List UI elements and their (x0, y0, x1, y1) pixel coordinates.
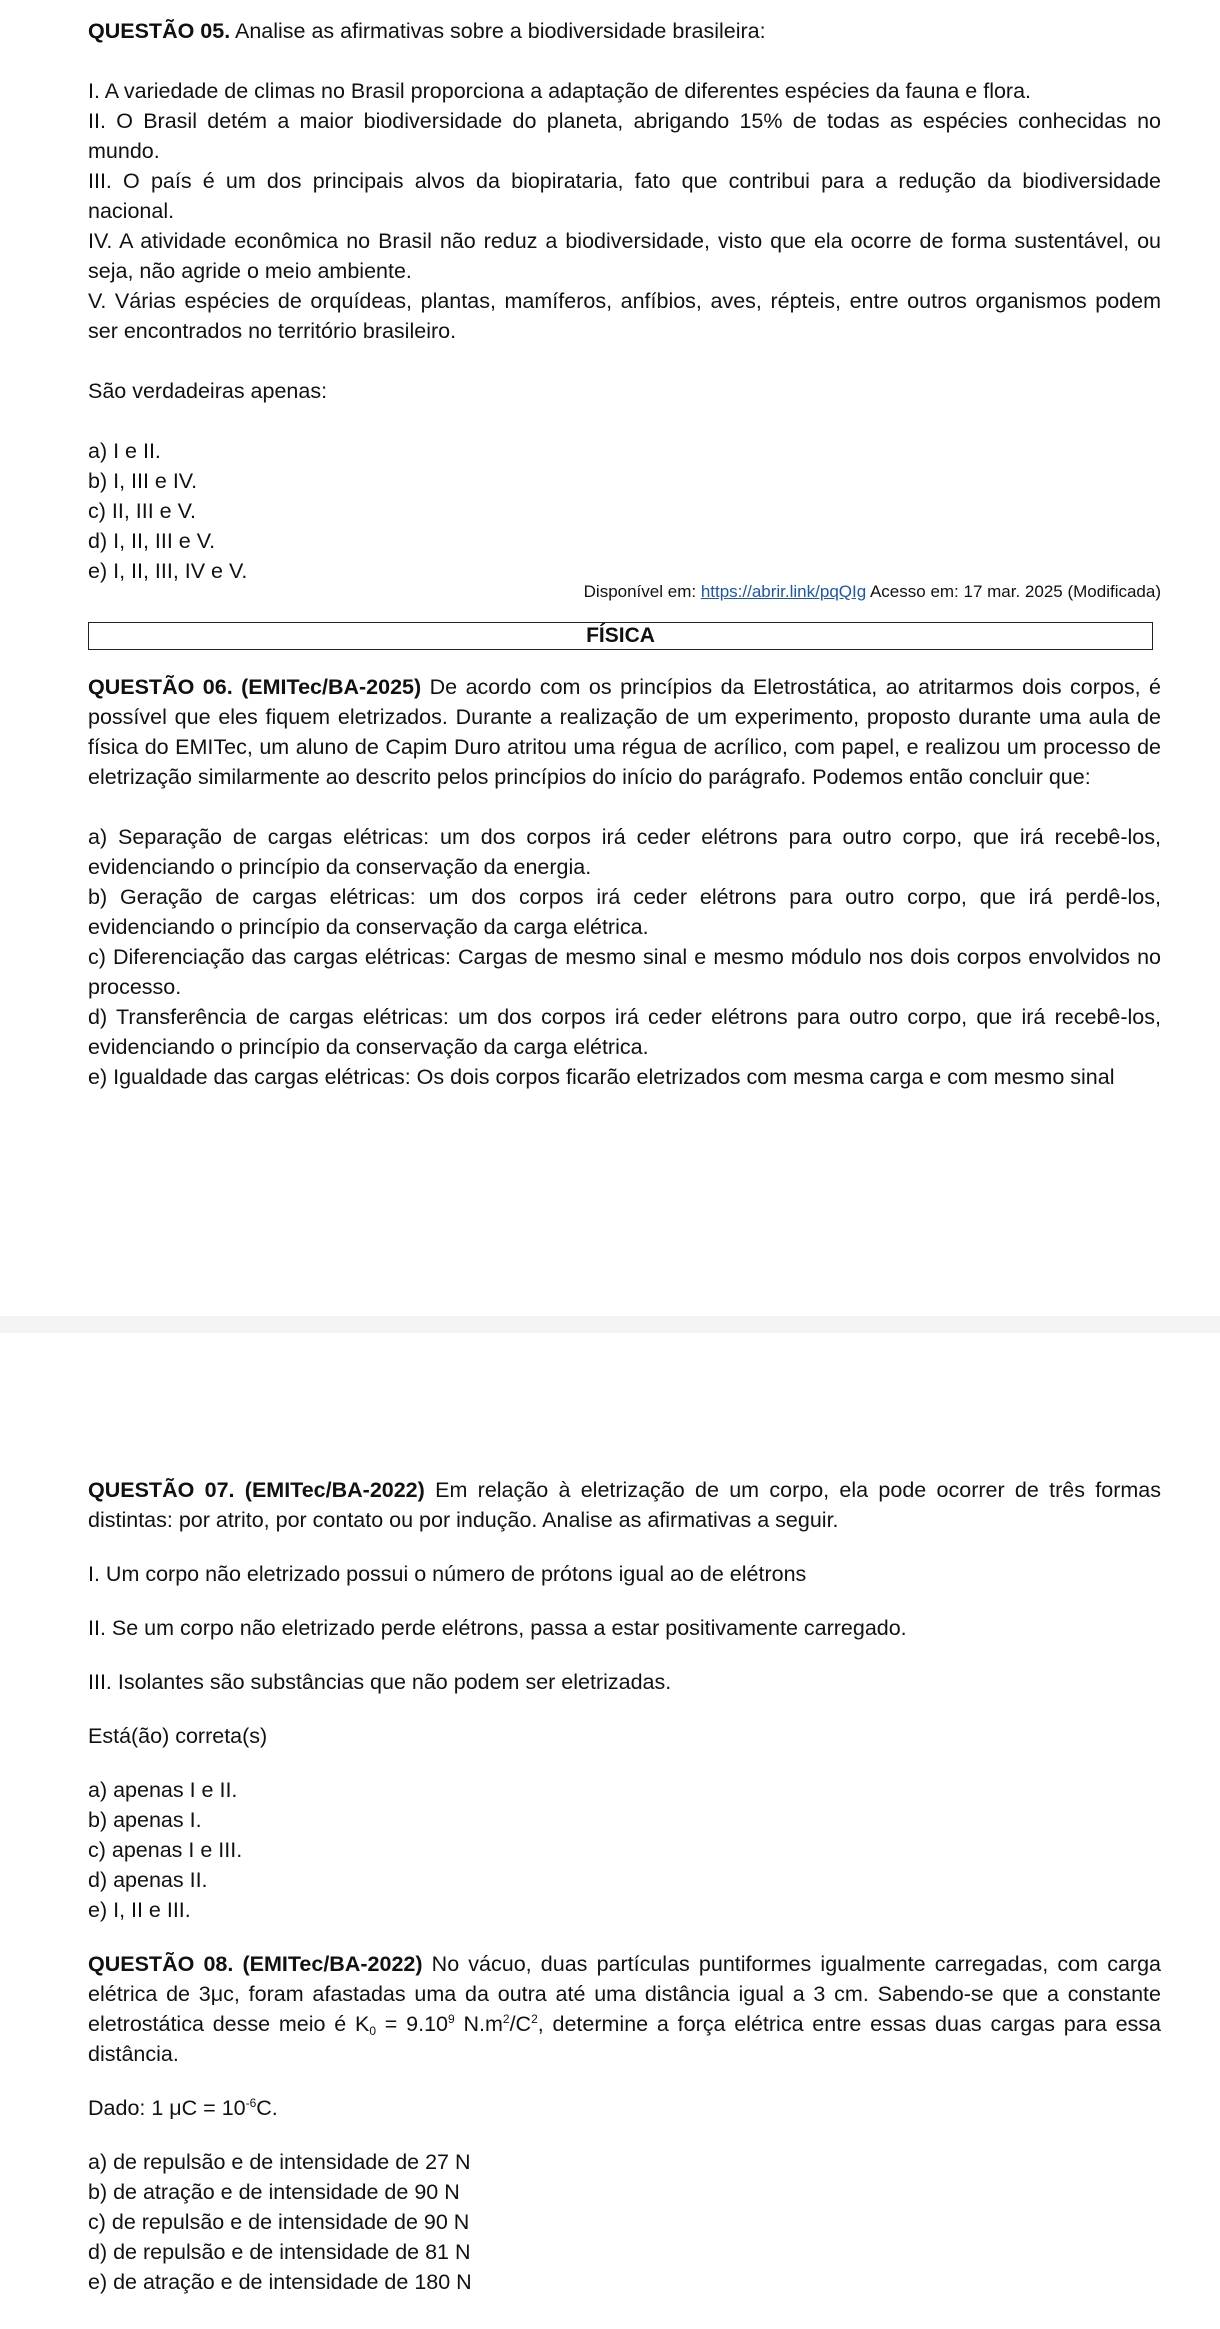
q06-options (88, 822, 1161, 1092)
q08-heading: QUESTÃO 08. (EMITec/BA-2022) (88, 1952, 423, 1976)
q08-exp-2a: 2 (502, 2012, 510, 2026)
q06-option-b[interactable]: b) Geração de cargas elétricas: um dos corpos irá ceder elétrons para outro corpo, que irá perdê-los, evidenciando o princípio da conservação da carga elétrica. (88, 885, 1161, 939)
q08-k-subscript: 0 (369, 2024, 377, 2038)
q05-intro: Analise as afirmativas sobre a biodiversidade brasileira: (230, 19, 766, 43)
q07-body: Em relação à eletrização de um corpo, ela pode ocorrer de três formas distintas: por atrito, por contato ou por indução. Analise as afirmativas a seguir. (88, 1478, 1161, 1532)
source-prefix: Disponível em: (583, 582, 701, 601)
q08-option-c[interactable]: c) de repulsão e de intensidade de 90 N (88, 2210, 470, 2234)
q06-option-e[interactable]: e) Igualdade das cargas elétricas: Os dois corpos ficarão eletrizados com mesma carga e com mesmo sinal (88, 1065, 1115, 1089)
q05-statement-4: IV. A atividade econômica no Brasil não reduz a biodiversidade, visto que ela ocorre de forma sustentável, ou seja, não agride o meio ambiente. (88, 229, 1161, 283)
q08-exp-2b: 2 (531, 2012, 538, 2026)
q05-options (88, 436, 1161, 586)
q08-unit-b: /C (509, 2012, 532, 2036)
q05-statement-3: III. O país é um dos principais alvos da biopirataria, fato que contribui para a redução da biodiversidade nacional. (88, 169, 1161, 223)
q06-option-c[interactable]: c) Diferenciação das cargas elétricas: Cargas de mesmo sinal e mesmo módulo nos dois corpos envolvidos no processo. (88, 945, 1161, 999)
q05-option-e[interactable]: e) I, II, III, IV e V. (88, 559, 248, 583)
q07-option-e[interactable]: e) I, II e III. (88, 1898, 191, 1922)
q08-exp-9: 9 (447, 2012, 455, 2026)
sheet-1-content (88, 16, 1161, 1092)
q07-statement-1: I. Um corpo não eletrizado possui o número de prótons igual ao de elétrons (88, 1562, 807, 1586)
q08-given (88, 2093, 1161, 2123)
q05-statements (88, 76, 1161, 346)
section-title: FÍSICA (586, 624, 655, 647)
q08-option-e[interactable]: e) de atração e de intensidade de 180 N (88, 2270, 472, 2294)
q05-statement-2: II. O Brasil detém a maior biodiversidade do planeta, abrigando 15% de todas as espécies conhecidas no mundo. (88, 109, 1161, 163)
q05-heading: QUESTÃO 05. (88, 19, 231, 43)
q08-eq-value: = 9.10 (376, 2012, 448, 2036)
q07-option-d[interactable]: d) apenas II. (88, 1868, 208, 1892)
q05-statement-1: I. A variedade de climas no Brasil proporciona a adaptação de diferentes espécies da fauna e flora. (88, 79, 1032, 103)
q08-unit-a: N.m (454, 2012, 503, 2036)
q08-options (88, 2147, 1161, 2297)
q07-option-c[interactable]: c) apenas I e III. (88, 1838, 243, 1862)
q07-statement-2: II. Se um corpo não eletrizado perde elétrons, passa a estar positivamente carregado. (88, 1616, 907, 1640)
q08-given-suffix: C. (256, 2096, 278, 2120)
q05-option-b[interactable]: b) I, III e IV. (88, 469, 198, 493)
q08-option-b[interactable]: b) de atração e de intensidade de 90 N (88, 2180, 460, 2204)
q08-given-prefix: Dado: 1 μC = 10 (88, 2096, 246, 2120)
q06-heading: QUESTÃO 06. (EMITec/BA-2025) (88, 675, 422, 699)
source-suffix: Acesso em: 17 mar. 2025 (Modificada) (866, 582, 1161, 601)
q07-options (88, 1775, 1161, 1925)
q07-option-a[interactable]: a) apenas I e II. (88, 1778, 238, 1802)
q08-option-d[interactable]: d) de repulsão e de intensidade de 81 N (88, 2240, 471, 2264)
q06-option-d[interactable]: d) Transferência de cargas elétricas: um dos corpos irá ceder elétrons para outro corpo, que irá recebê-los, evidenciando o princípio da conservação da carga elétrica. (88, 1005, 1161, 1059)
q07-text (88, 1475, 1161, 1535)
q05-option-c[interactable]: c) II, III e V. (88, 499, 196, 523)
q08-given-exp: -6 (245, 2096, 257, 2110)
q07-option-b[interactable]: b) apenas I. (88, 1808, 202, 1832)
q07-heading: QUESTÃO 07. (EMITec/BA-2022) (88, 1478, 425, 1502)
q06-body: De acordo com os princípios da Eletrostática, ao atritarmos dois corpos, é possível que eles fiquem eletrizados. Durante a realização de um experimento, proposto durante uma aula de física do EMITec, um aluno de Capim Duro atritou uma régua de acrílico, com papel, e realizou um processo de eletrização similarmente ao descrito pelos princípios do início do parágrafo. Podemos então concluir que: (88, 675, 1161, 789)
q08-body-after: , determine a força elétrica entre essas duas cargas para essa distância. (88, 2012, 1161, 2066)
q05-option-a[interactable]: a) I e II. (88, 439, 161, 463)
source-link[interactable]: https://abrir.link/pqQIg (700, 582, 867, 601)
q08-option-a[interactable]: a) de repulsão e de intensidade de 27 N (88, 2150, 471, 2174)
q06-option-a[interactable]: a) Separação de cargas elétricas: um dos corpos irá ceder elétrons para outro corpo, que irá recebê-los, evidenciando o princípio da conservação da energia. (88, 825, 1161, 879)
page-sheet-2 (0, 1333, 1220, 2329)
q07-prompt: Está(ão) correta(s) (88, 1724, 268, 1748)
q05-statement-5: V. Várias espécies de orquídeas, plantas, mamíferos, anfíbios, aves, répteis, entre outros organismos podem ser encontrados no território brasileiro. (88, 289, 1161, 343)
q05-option-d[interactable]: d) I, II, III e V. (88, 529, 216, 553)
page-break-gap (0, 1316, 1220, 1333)
q07-statement-3: III. Isolantes são substâncias que não podem ser eletrizadas. (88, 1670, 672, 1694)
q05-source (88, 580, 1161, 604)
q08-text (88, 1949, 1161, 2069)
section-title-box (88, 622, 1153, 650)
q05-intro-line (88, 16, 1161, 46)
sheet-2-content (88, 1475, 1161, 2297)
q06-text (88, 672, 1161, 792)
q08-body-before: No vácuo, duas partículas puntiformes igualmente carregadas, com carga elétrica de 3μc, foram afastadas uma da outra até uma distância igual a 3 cm. Sabendo-se que a constante eletrostática desse meio é K (88, 1952, 1161, 2036)
q05-prompt: São verdadeiras apenas: (88, 379, 328, 403)
